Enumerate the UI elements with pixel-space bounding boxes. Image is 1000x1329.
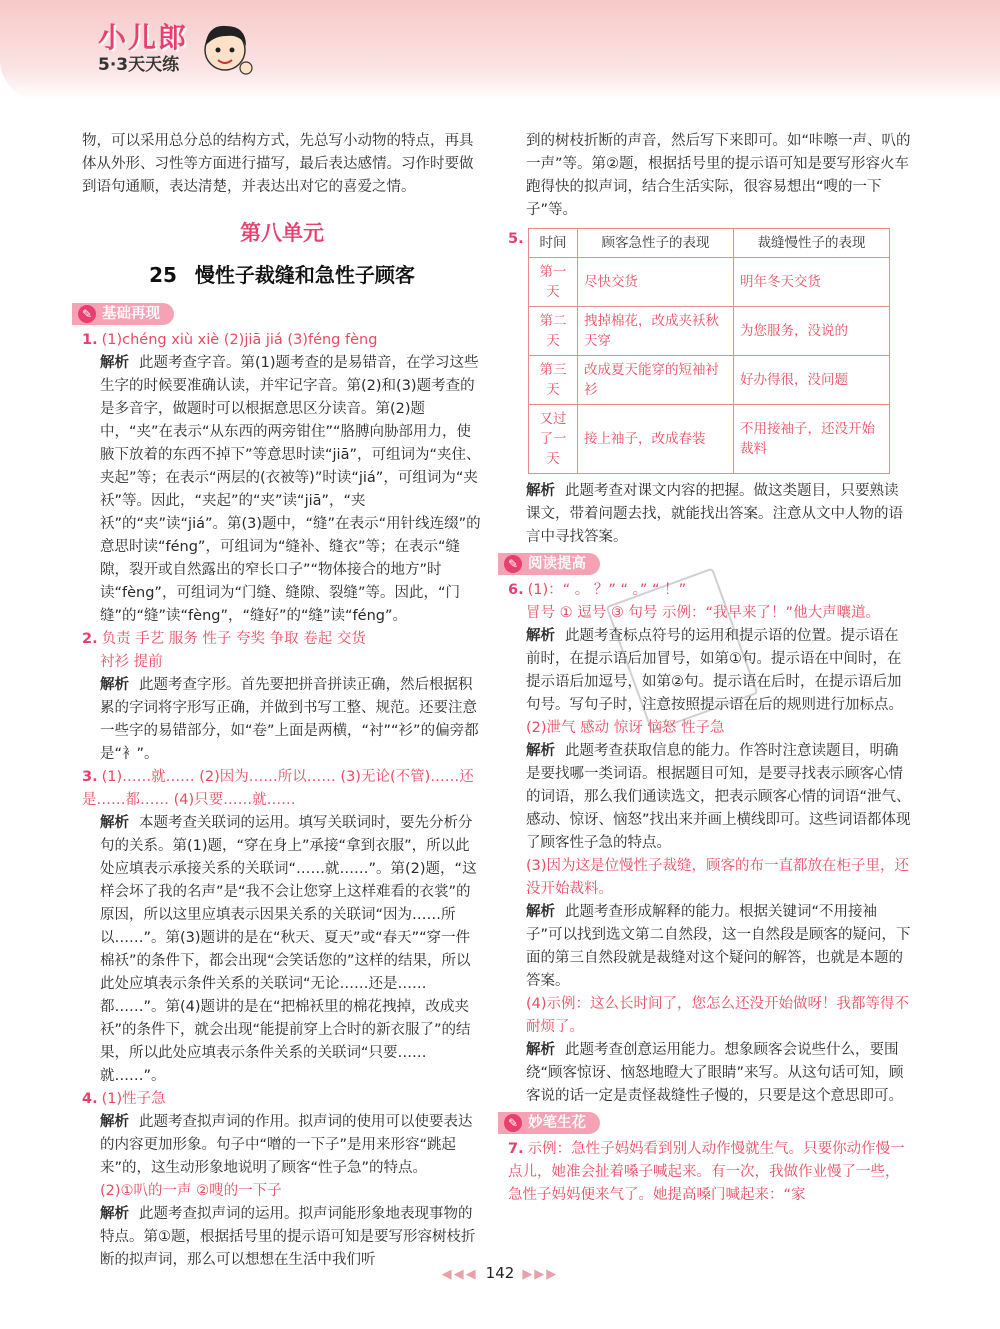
question-1 — [82, 329, 482, 628]
page-number: 142 — [485, 1264, 515, 1282]
analysis-text: 本题考查关联词的运用。填写关联词时，要先分析分句的关系。第(1)题，“穿在身上”承接“拿到衣服”，所以此处应填表示承接关系的关联词“……就……”。第(2)题，“这样会坏了我的名声”是“我不会让您穿上这样难看的衣裳”的原因，所以这里应填表示因果关系的关联词“因为……所以……”。第(3)题讲的是在“秋天、夏天”或“春天”“穿一件棉袄”的条件下，都会出现“会笑话您的”这样的结果，所以此处应填表示条件关系的关联词“无论……还是……都……”。第(4)题讲的是在“把棉袄里的棉花拽掉，改成夹袄”的条件下，就会出现“能提前穿上合时的新衣服了”的结果，所以此处应填表示条件关系的关联词“只要……就……”。 — [100, 815, 477, 1084]
answer: (2)泄气 感动 惊讶 恼怒 性子急 — [526, 720, 725, 736]
analysis-label: 解析 — [526, 904, 555, 920]
intro-paragraph: 物，可以采用总分总的结构方式，先总写小动物的特点，再具体从外形、习性等方面进行描写，最后表达感情。习作时要做到语句通顺，表达清楚，并表达出对它的喜爱之情。 — [82, 133, 474, 195]
table-header: 裁缝慢性子的表现 — [734, 229, 890, 258]
section-label: 妙笔生花 — [528, 1114, 586, 1131]
answer: 示例：急性子妈妈看到别人动作慢就生气。只要你动作慢一点儿，她准会扯着嗓子喊起来。有一次，我做作业慢了一些，急性子妈妈便来气了。她提高嗓门喊起来：“家 — [508, 1141, 905, 1203]
answer: 冒号 ① 逗号 ③ 句号 示例：“我早来了！”他大声嚷道。 — [526, 605, 881, 621]
table-cell: 第一天 — [529, 258, 578, 307]
question-number: 1. — [82, 332, 98, 348]
table-cell: 不用接袖子，还没开始裁料 — [734, 405, 890, 474]
table-cell: 拽掉棉花，改成夹袄秋天穿 — [578, 307, 734, 356]
analysis-text: 此题考查形成解释的能力。根据关键词“不用接袖子”可以找到选文第二自然段，这一自然段是顾客的疑问，下面的第三自然段就是裁缝对这个疑问的解答，也就是本题的答案。 — [526, 904, 911, 989]
lesson-number: 25 — [149, 263, 177, 287]
table-row — [529, 307, 890, 356]
analysis-label: 解析 — [100, 1206, 129, 1222]
table-header: 时间 — [529, 229, 578, 258]
question-6 — [508, 579, 912, 1108]
analysis-label: 解析 — [100, 815, 129, 831]
boy-mascot-icon — [196, 18, 254, 80]
answer: (1)……就…… (2)因为……所以…… (3)无论(不管)……还是……都…… (4)只要……就…… — [82, 769, 474, 808]
section-label: 阅读提高 — [528, 555, 586, 572]
question-2 — [82, 628, 482, 766]
analysis-text: 此题考查获取信息的能力。作答时注意读题目，明确是要找哪一类词语。根据题目可知，是要寻找表示顾客心情的词语，那么我们通读选文，把表示顾客心情的词语“泄气、感动、惊讶、恼怒”找出来并画上横线即可。这些词语都体现了顾客性子急的特点。 — [526, 743, 911, 851]
brand-logo — [98, 22, 188, 76]
question-number: 6. — [508, 582, 524, 598]
prev-arrows-icon: ◀◀◀ — [441, 1267, 478, 1282]
question-7 — [508, 1138, 912, 1207]
page-footer — [0, 1262, 1000, 1286]
table-cell: 又过了一天 — [529, 405, 578, 474]
answer: (1)性子急 — [101, 1091, 166, 1107]
section-header-writing — [498, 1112, 600, 1134]
answer: (4)示例：这么长时间了，您怎么还没开始做呀！我都等得不耐烦了。 — [526, 996, 910, 1035]
analysis-label: 解析 — [100, 355, 129, 371]
analysis-text: 此题考查标点符号的运用和提示语的位置。提示语在前时，在提示语后加冒号，如第①句。提示语在中间时，在提示语后加逗号，如第②句。提示语在后时，在提示语后加句号。写句子时，注意按照提示语在后的规则进行加标点。 — [526, 628, 903, 713]
table-cell: 明年冬天交货 — [734, 258, 890, 307]
right-column — [508, 130, 912, 1207]
answer: 负责 手艺 服务 性子 夸奖 争取 卷起 交货 — [101, 631, 366, 647]
section-icon: ✎ — [504, 1114, 522, 1132]
table-cell: 尽快交货 — [578, 258, 734, 307]
table-cell: 为您服务，没说的 — [734, 307, 890, 356]
answer-cont: 衬衫 提前 — [100, 654, 163, 670]
lesson-title — [82, 261, 482, 289]
table-row — [529, 356, 890, 405]
analysis-text: 此题考查拟声词的运用。拟声词能形象地表现事物的特点。第①题，根据括号里的提示语可知是要写形容树枝折断的拟声词，那么可以想想在生活中我们听 — [100, 1206, 476, 1268]
question-number: 3. — [82, 769, 98, 785]
question-number: 2. — [82, 631, 98, 647]
section-label: 基础再现 — [102, 305, 160, 322]
analysis-label: 解析 — [100, 1114, 129, 1130]
table-cell: 好办得很，没问题 — [734, 356, 890, 405]
section-icon: ✎ — [504, 555, 522, 573]
question-number: 4. — [82, 1091, 98, 1107]
answer: (3)因为这是位慢性子裁缝，顾客的布一直都放在柜子里，还没开始裁料。 — [526, 858, 910, 897]
table-cell: 改成夏天能穿的短袖衬衫 — [578, 356, 734, 405]
question-5 — [508, 228, 912, 549]
unit-title: 第八单元 — [240, 221, 324, 245]
analysis-text: 此题考查创意运用能力。想象顾客会说些什么，要围绕“顾客惊讶、恼怒地瞪大了眼睛”来写。从这句话可知，顾客说的话一定是责怪裁缝性子慢的，只要是这个意思即可。 — [526, 1042, 904, 1104]
analysis-label: 解析 — [100, 677, 129, 693]
table-header-row — [529, 229, 890, 258]
analysis-text: 此题考查字音。第(1)题考查的是易错音，在学习这些生字的时候要准确认读，并牢记字音。第(2)和(3)题考查的是多音字，做题时可以根据意思区分读音。第(2)题中，“夹”在表示“从东西的两旁钳住”“胳膊向胁部用力，使腋下放着的东西不掉下”等意思时读“jiā”，可组词为“夹住、夹起”等；在表示“两层的(衣被等)”时读“jiá”，可组词为“夹袄”等。因此，“夹起”的“夹”读“jiā”，“夹袄”的“夹”读“jiá”。第(3)题中，“缝”在表示“用针线连缀”的意思时读“féng”，可组词为“缝补、缝衣”等；在表示“缝隙，裂开或自然露出的窄长口子”“物体接合的地方”时读“fèng”，可组词为“门缝、缝隙、裂缝”等。因此，“门缝”的“缝”读“fèng”，“缝好”的“缝”读“féng”。 — [100, 355, 481, 624]
table-header: 顾客急性子的表现 — [578, 229, 734, 258]
answer: (1)chéng xiù xiè (2)jiā jiá (3)féng fèng — [101, 332, 378, 348]
analysis-text: 此题考查对课文内容的把握。做这类题目，只要熟读课文，带着问题去找，就能找出答案。注意从文中人物的语言中寻找答案。 — [526, 483, 903, 545]
table-cell: 接上袖子，改成春装 — [578, 405, 734, 474]
q4-continued: 到的树枝折断的声音，然后写下来即可。如“咔嚓一声、叭的一声”等。第②题，根据括号里的提示语可知是要写形容火车跑得快的拟声词，结合生活实际，很容易想出“嗖的一下子”等。 — [526, 133, 911, 218]
question-number: 7. — [508, 1141, 524, 1157]
question-4 — [82, 1088, 482, 1272]
answer-table — [528, 228, 890, 474]
next-arrows-icon: ▶▶▶ — [522, 1267, 559, 1282]
analysis-label: 解析 — [526, 1042, 555, 1058]
section-header-reading — [498, 553, 600, 575]
lesson-name: 慢性子裁缝和急性子顾客 — [194, 263, 415, 287]
brand-subtitle: 5·3天天练 — [98, 55, 180, 75]
question-number: 5. — [508, 231, 524, 247]
section-icon: ✎ — [78, 305, 96, 323]
analysis-label: 解析 — [526, 628, 555, 644]
analysis-text: 此题考查拟声词的作用。拟声词的使用可以使要表达的内容更加形象。句子中“噌的一下子”是用来形容“跳起来”的，这生动形象地说明了顾客“性子急”的特点。 — [100, 1114, 473, 1176]
table-cell: 第二天 — [529, 307, 578, 356]
table-cell: 第三天 — [529, 356, 578, 405]
table-row — [529, 258, 890, 307]
answer: (1)：“ 。 ？” “ 。” “ ！” — [527, 582, 687, 598]
analysis-text: 此题考查字形。首先要把拼音拼读正确，然后根据积累的字词将字形写正确，并做到书写工整、规范。还要注意一些字的易错部分，如“卷”上面是两横，“衬”“衫”的偏旁都是“衤”。 — [100, 677, 479, 762]
analysis-label: 解析 — [526, 483, 555, 499]
answer: (2)①叭的一声 ②嗖的一下子 — [100, 1183, 282, 1199]
question-3 — [82, 766, 482, 1088]
analysis-label: 解析 — [526, 743, 555, 759]
table-row — [529, 405, 890, 474]
brand-title: 小儿郎 — [98, 21, 189, 54]
section-header-basic — [72, 303, 174, 325]
left-column — [82, 130, 482, 1272]
